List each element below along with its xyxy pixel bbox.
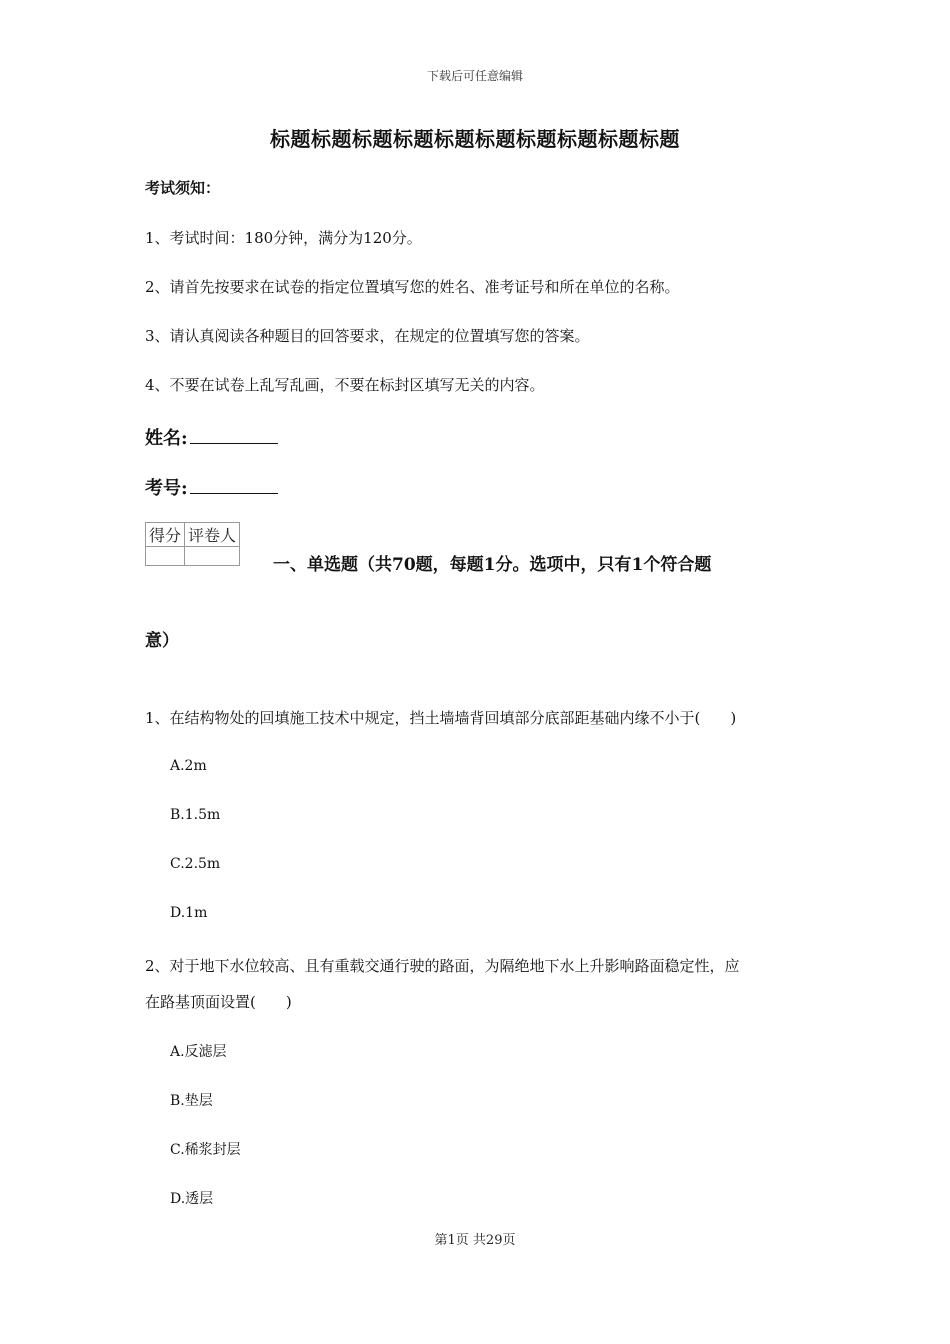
question-2-text-line-2: 在路基顶面设置( ) bbox=[145, 993, 292, 1011]
section-title: 一、单选题（共70题，每题1分。选项中，只有1个符合题 bbox=[273, 555, 712, 575]
question-1-option-a: A.2m bbox=[170, 758, 207, 774]
score-cell[interactable] bbox=[146, 547, 185, 566]
notice-item-1: 1、考试时间：180分钟，满分为120分。 bbox=[145, 229, 422, 247]
name-blank-line[interactable] bbox=[190, 427, 278, 444]
question-2-option-d: D.透层 bbox=[170, 1191, 214, 1207]
exam-id-blank-line[interactable] bbox=[190, 477, 278, 494]
question-2-option-b: B.垫层 bbox=[170, 1093, 213, 1109]
grader-cell[interactable] bbox=[185, 547, 240, 566]
score-header: 得分 bbox=[146, 523, 185, 547]
question-1-option-c: C.2.5m bbox=[170, 856, 221, 872]
name-label: 姓名: bbox=[145, 428, 188, 449]
notice-item-3: 3、请认真阅读各种题目的回答要求，在规定的位置填写您的答案。 bbox=[145, 327, 590, 345]
question-1-text: 1、在结构物处的回填施工技术中规定，挡土墙墙背回填部分底部距基础内缘不小于( ) bbox=[145, 709, 737, 727]
notice-item-2: 2、请首先按要求在试卷的指定位置填写您的姓名、准考证号和所在单位的名称。 bbox=[145, 278, 680, 296]
question-1-option-b: B.1.5m bbox=[170, 807, 221, 823]
grader-header: 评卷人 bbox=[185, 523, 240, 547]
question-2-option-a: A.反滤层 bbox=[170, 1044, 227, 1060]
page-footer: 第1页 共29页 bbox=[434, 1233, 516, 1248]
name-field bbox=[145, 424, 278, 450]
exam-id-label: 考号: bbox=[145, 478, 188, 499]
question-2-option-c: C.稀浆封层 bbox=[170, 1142, 241, 1158]
page-header: 下载后可任意编辑 bbox=[426, 69, 523, 83]
notice-item-4: 4、不要在试卷上乱写乱画，不要在标封区填写无关的内容。 bbox=[145, 376, 545, 394]
section-title-continued: 意） bbox=[145, 631, 179, 651]
score-table bbox=[145, 522, 240, 566]
question-1-option-d: D.1m bbox=[170, 905, 208, 921]
exam-id-field bbox=[145, 474, 278, 500]
notice-heading: 考试须知： bbox=[145, 179, 221, 197]
document-title: 标题标题标题标题标题标题标题标题标题标题 bbox=[270, 127, 680, 151]
question-2-text-line-1: 2、对于地下水位较高、且有重载交通行驶的路面，为隔绝地下水上升影响路面稳定性，应 bbox=[145, 957, 740, 975]
